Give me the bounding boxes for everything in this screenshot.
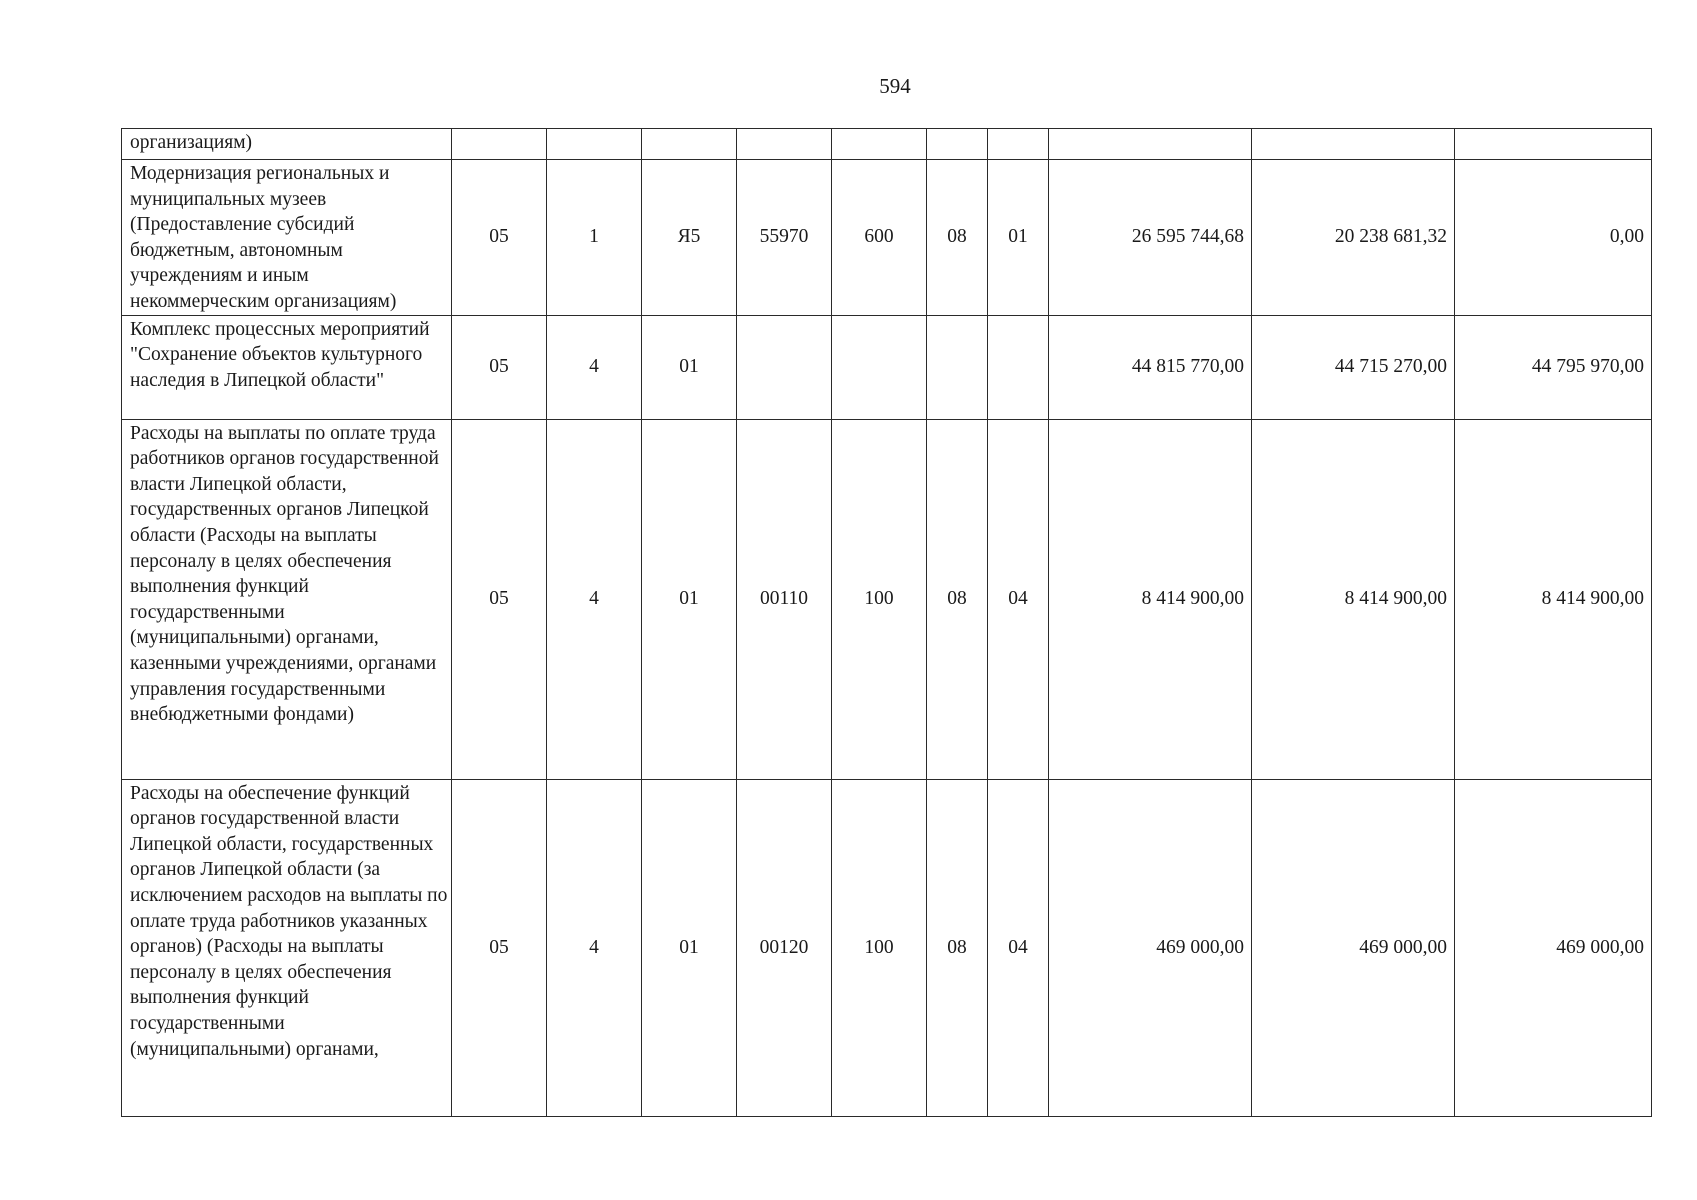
table-row xyxy=(122,160,1652,316)
code-cell: 05 xyxy=(452,779,547,1116)
page-number: 594 xyxy=(879,74,911,98)
code-cell: 00110 xyxy=(737,419,832,779)
budget-table xyxy=(121,128,1652,1117)
code-cell: 05 xyxy=(452,160,547,316)
code-cell: Я5 xyxy=(642,160,737,316)
code-cell xyxy=(927,129,988,160)
row-name-cell: организациям) xyxy=(122,129,452,160)
amount-cell: 44 715 270,00 xyxy=(1252,315,1455,419)
table-row xyxy=(122,315,1652,419)
code-cell: 4 xyxy=(547,779,642,1116)
amount-cell: 0,00 xyxy=(1455,160,1652,316)
code-cell: 4 xyxy=(547,419,642,779)
code-cell: 100 xyxy=(832,419,927,779)
amount-cell xyxy=(1455,129,1652,160)
row-name-cell: Расходы на обеспечение функций органов государственной власти Липецкой области, государственных органов Липецкой области (за исключением расходов на выплаты по оплате труда работников указанных органов) (Расходы на выплаты персоналу в целях обеспечения выполнения функций государственными (муниципальными) органами, xyxy=(122,779,452,1116)
table-row xyxy=(122,779,1652,1116)
amount-cell: 469 000,00 xyxy=(1049,779,1252,1116)
code-cell: 05 xyxy=(452,315,547,419)
amount-cell: 20 238 681,32 xyxy=(1252,160,1455,316)
code-cell xyxy=(927,315,988,419)
code-cell xyxy=(988,129,1049,160)
row-name-cell: Расходы на выплаты по оплате труда работников органов государственной власти Липецкой области, государственных органов Липецкой области (Расходы на выплаты персоналу в целях обеспечения выполнения функций государственными (муниципальными) органами, казенными учреждениями, органами управления государственными внебюджетными фондами) xyxy=(122,419,452,779)
amount-cell: 26 595 744,68 xyxy=(1049,160,1252,316)
code-cell: 01 xyxy=(642,315,737,419)
table-row xyxy=(122,419,1652,779)
code-cell xyxy=(452,129,547,160)
amount-cell xyxy=(1252,129,1455,160)
code-cell xyxy=(832,315,927,419)
code-cell: 01 xyxy=(988,160,1049,316)
code-cell: 08 xyxy=(927,160,988,316)
code-cell: 08 xyxy=(927,419,988,779)
amount-cell: 469 000,00 xyxy=(1455,779,1652,1116)
amount-cell xyxy=(1049,129,1252,160)
row-name-cell: Комплекс процессных мероприятий "Сохранение объектов культурного наследия в Липецкой области" xyxy=(122,315,452,419)
amount-cell: 8 414 900,00 xyxy=(1455,419,1652,779)
code-cell: 600 xyxy=(832,160,927,316)
code-cell: 08 xyxy=(927,779,988,1116)
code-cell xyxy=(642,129,737,160)
table-row xyxy=(122,129,1652,160)
code-cell: 05 xyxy=(452,419,547,779)
code-cell: 00120 xyxy=(737,779,832,1116)
code-cell: 01 xyxy=(642,419,737,779)
code-cell: 55970 xyxy=(737,160,832,316)
row-name-cell: Модернизация региональных и муниципальных музеев (Предоставление субсидий бюджетным, автономным учреждениям и иным некоммерческим организациям) xyxy=(122,160,452,316)
code-cell: 4 xyxy=(547,315,642,419)
code-cell xyxy=(547,129,642,160)
code-cell: 04 xyxy=(988,419,1049,779)
amount-cell: 469 000,00 xyxy=(1252,779,1455,1116)
code-cell xyxy=(737,315,832,419)
amount-cell: 8 414 900,00 xyxy=(1252,419,1455,779)
code-cell: 04 xyxy=(988,779,1049,1116)
amount-cell: 44 815 770,00 xyxy=(1049,315,1252,419)
code-cell xyxy=(988,315,1049,419)
code-cell xyxy=(832,129,927,160)
amount-cell: 44 795 970,00 xyxy=(1455,315,1652,419)
code-cell: 1 xyxy=(547,160,642,316)
amount-cell: 8 414 900,00 xyxy=(1049,419,1252,779)
code-cell: 01 xyxy=(642,779,737,1116)
code-cell: 100 xyxy=(832,779,927,1116)
code-cell xyxy=(737,129,832,160)
